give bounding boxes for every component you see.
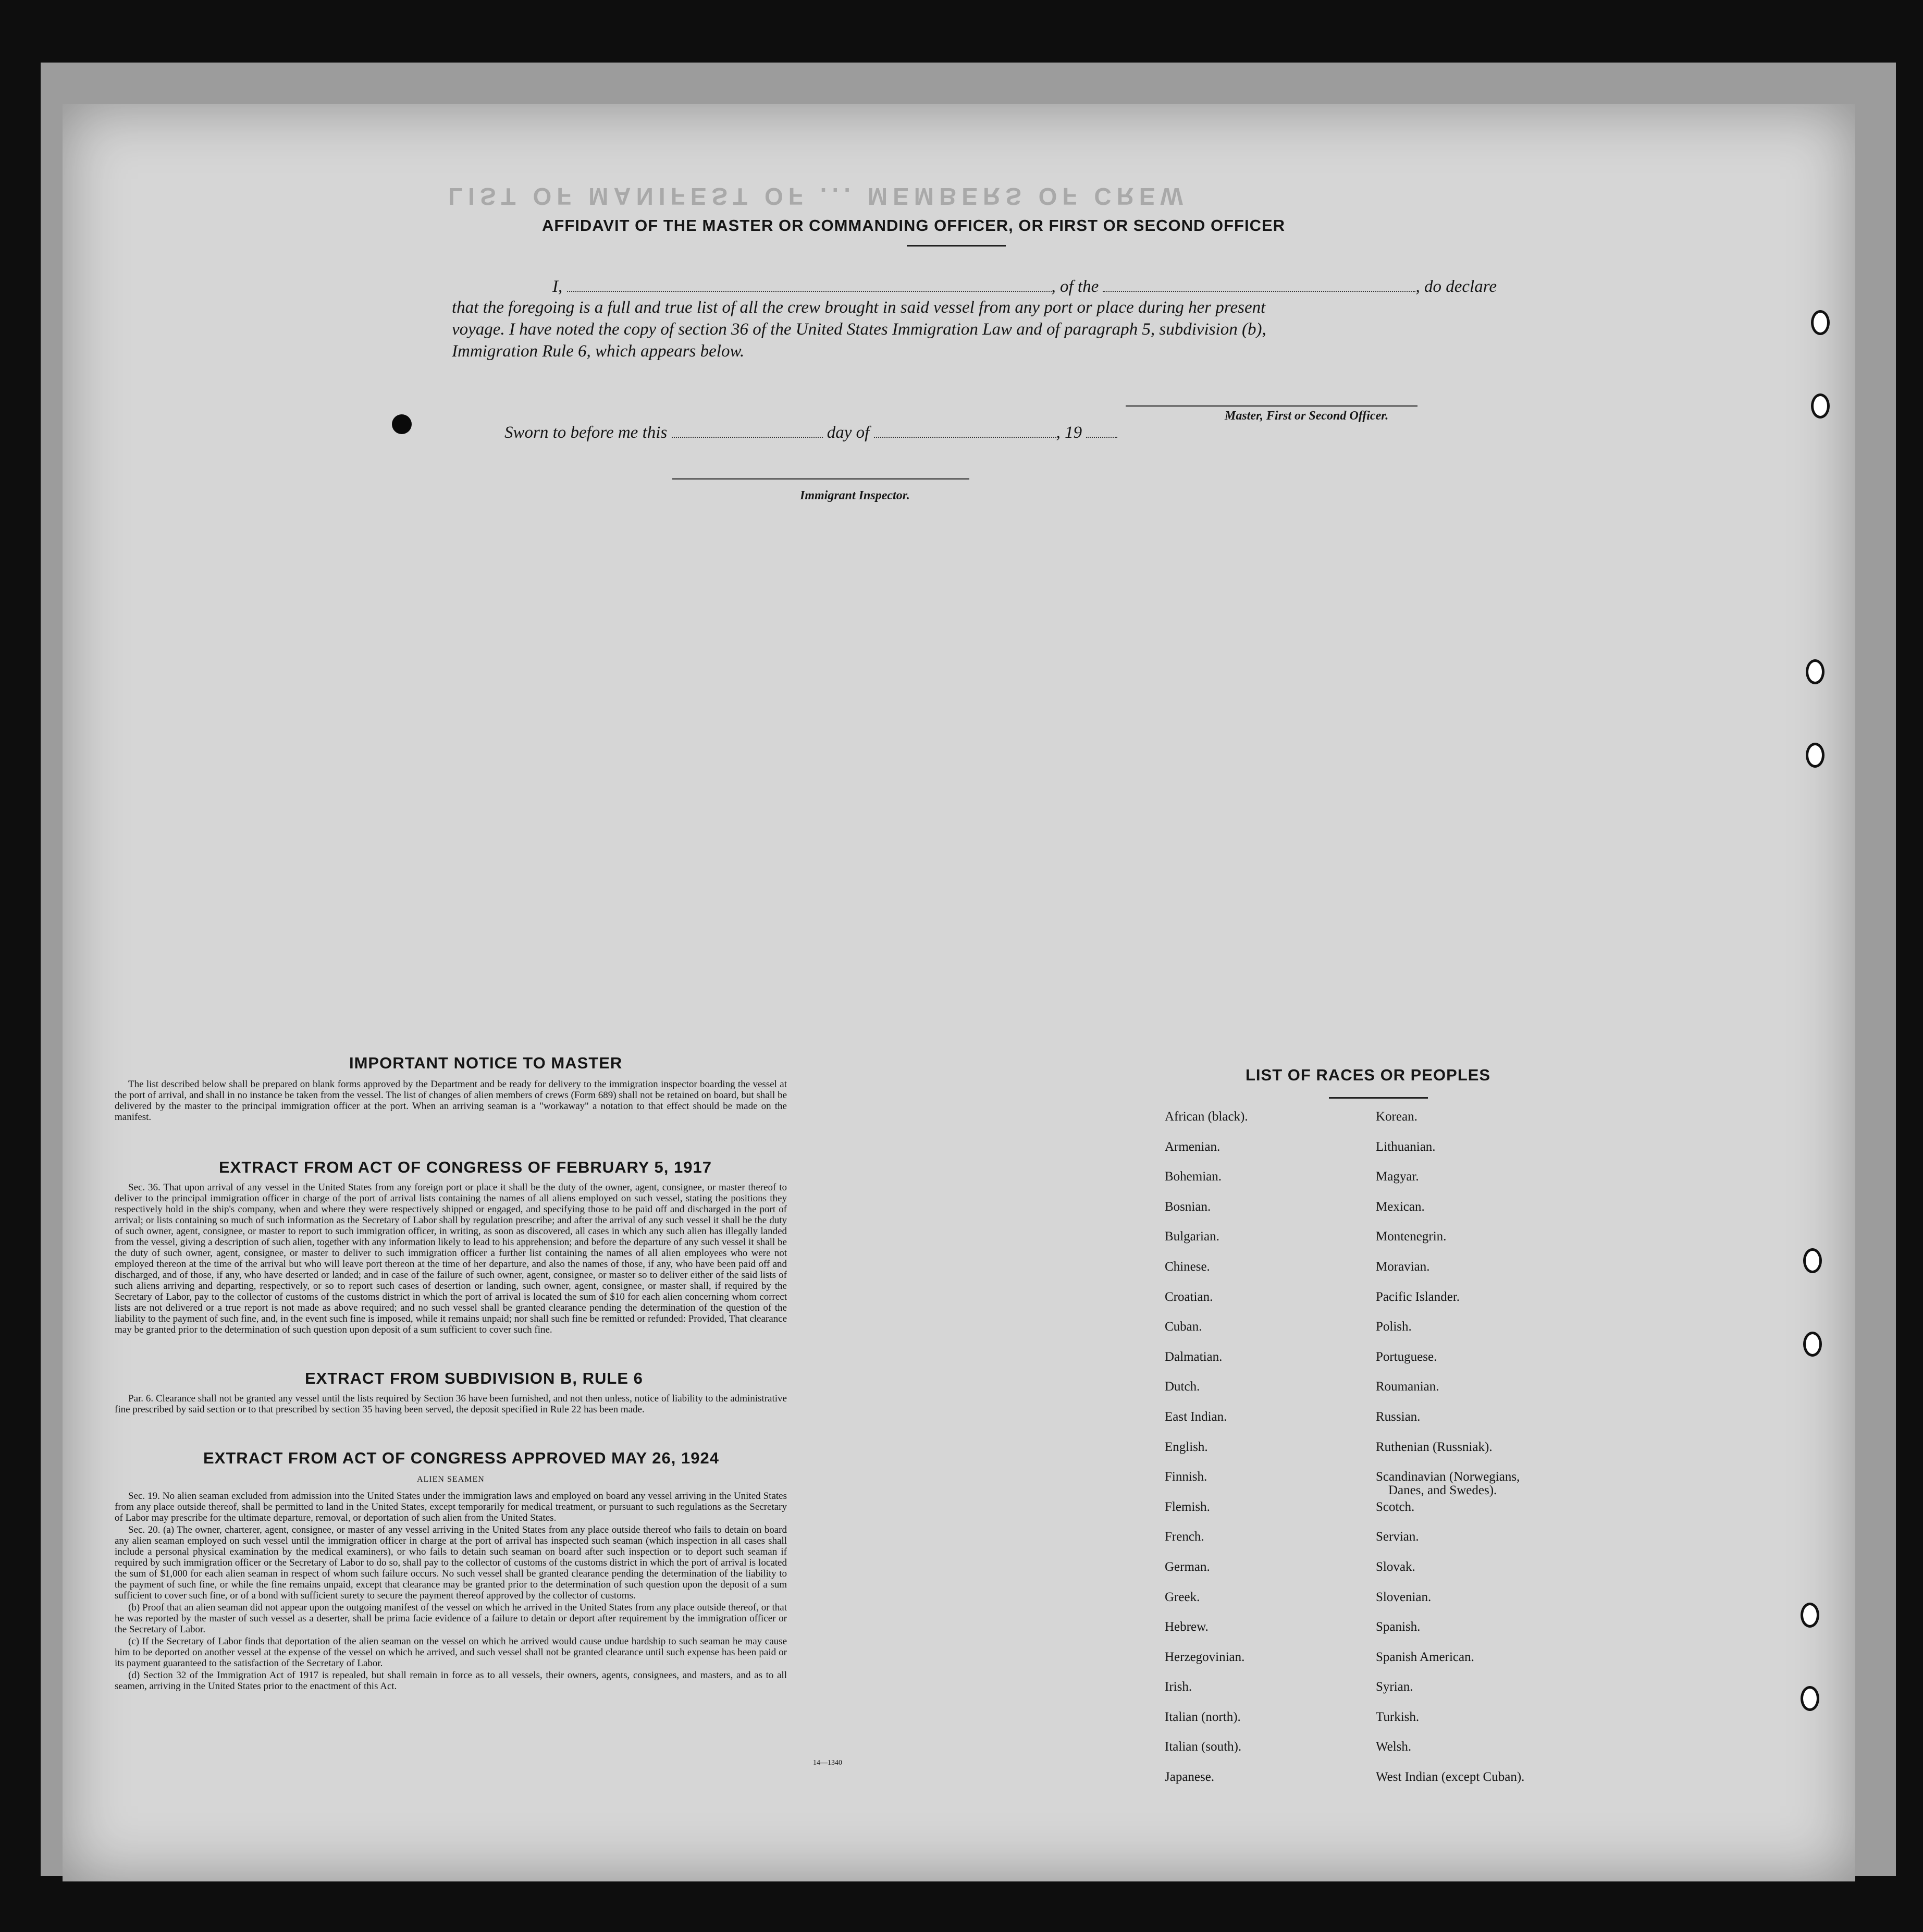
extract-1924-title: EXTRACT FROM ACT OF CONGRESS APPROVED MAY 26, 1924 — [203, 1449, 719, 1467]
sec-20c-paragraph: (c) If the Secretary of Labor finds that deportation of the alien seaman on the vessel on which he arrived would cause undue hardship to such seaman he may cause him to be deported on another vessel at the expense of the vessel on which he arrived, and such vessel shall not be granted clearance until such expense has been paid or its payment guaranteed to the satisfaction of the Secretary of Labor. — [115, 1636, 787, 1669]
affidavit-line-3: voyage. I have noted the copy of section 36 of the United States Immigration Law and of paragraph 5, subdivision (b), — [452, 320, 1266, 339]
race-item: Pacific Islander. — [1376, 1289, 1460, 1304]
race-item: Flemish. — [1165, 1499, 1210, 1514]
race-item: Dutch. — [1165, 1380, 1200, 1394]
master-label: Master, First or Second Officer. — [1225, 409, 1389, 423]
extract-rule6-body — [115, 1393, 787, 1416]
race-item: Lithuanian. — [1376, 1139, 1436, 1154]
inspector-label: Immigrant Inspector. — [800, 489, 910, 502]
binder-hole-icon — [1801, 1603, 1819, 1628]
race-item: Japanese. — [1165, 1770, 1215, 1785]
sworn-prefix: Sworn to before me this — [504, 423, 668, 442]
race-item: West Indian (except Cuban). — [1376, 1770, 1525, 1785]
sworn-day-blank[interactable] — [672, 422, 823, 438]
extract-rule6-title: EXTRACT FROM SUBDIVISION B, RULE 6 — [305, 1369, 643, 1387]
notice-body — [115, 1079, 787, 1124]
binder-hole-icon — [1803, 1248, 1822, 1273]
sworn-line — [504, 422, 1117, 442]
notice-title: IMPORTANT NOTICE TO MASTER — [349, 1054, 623, 1072]
ink-blot-icon — [392, 414, 412, 434]
master-signature-line[interactable] — [1126, 405, 1417, 407]
sworn-month-blank[interactable] — [874, 422, 1056, 438]
extract-rule6-paragraph: Par. 6. Clearance shall not be granted any vessel until the lists required by Section 36 have been furnished, and not then unless, notice of liability to the administrative fine prescribed by said section or to that prescribed by section 35 having been served, the deposit specified in Rule 22 has been made. — [115, 1393, 787, 1415]
vessel-blank[interactable] — [1103, 276, 1415, 292]
race-item: Slovenian. — [1376, 1590, 1432, 1604]
race-item: Chinese. — [1165, 1259, 1210, 1274]
race-item: Servian. — [1376, 1530, 1419, 1544]
binder-hole-icon — [1803, 1332, 1822, 1357]
race-item: Dalmatian. — [1165, 1349, 1223, 1364]
race-item: Herzegovinian. — [1165, 1650, 1245, 1664]
binder-hole-icon — [1811, 310, 1830, 335]
extract-1924-body — [115, 1491, 787, 1693]
affidavit-line-2: that the foregoing is a full and true list of all the crew brought in said vessel from any port or place during her present — [452, 298, 1266, 317]
race-item: Welsh. — [1376, 1740, 1412, 1754]
name-blank[interactable] — [567, 276, 1052, 292]
race-item: Italian (north). — [1165, 1709, 1241, 1724]
bleed-through-heading: LIST OF MANIFEST OF ... MEMBERS OF CREW — [448, 183, 1188, 210]
race-item: Armenian. — [1165, 1139, 1221, 1154]
alien-seamen-subtitle: ALIEN SEAMEN — [417, 1475, 485, 1484]
race-item: Magyar. — [1376, 1170, 1419, 1184]
race-item: Polish. — [1376, 1320, 1412, 1334]
race-item: Turkish. — [1376, 1709, 1420, 1724]
affidavit-line-4: Immigration Rule 6, which appears below. — [452, 342, 745, 361]
race-item: Moravian. — [1376, 1259, 1430, 1274]
races-right-column — [1376, 1110, 1524, 1801]
race-item: East Indian. — [1165, 1409, 1227, 1424]
sec-20b-paragraph: (b) Proof that an alien seaman did not appear upon the outgoing manifest of the vessel on which he arrived in the United States from any place outside thereof, or that he was reported by the master of such vessel as a deserter, shall be prima facie evidence of a failure to detain or deport after requirement by the immigration officer or the Secretary of Labor. — [115, 1602, 787, 1635]
inspector-signature-line[interactable] — [672, 478, 969, 479]
race-item: English. — [1165, 1439, 1208, 1454]
races-left-column — [1165, 1110, 1248, 1801]
sworn-year-blank[interactable] — [1086, 422, 1117, 438]
binder-hole-icon — [1806, 659, 1825, 684]
race-item: Italian (south). — [1165, 1740, 1242, 1754]
race-item: Scotch. — [1376, 1499, 1415, 1514]
extract-1917-body — [115, 1182, 787, 1336]
race-item: Spanish American. — [1376, 1650, 1474, 1664]
affidavit-of-the: , of the — [1051, 277, 1099, 296]
races-title: LIST OF RACES OR PEOPLES — [1246, 1066, 1491, 1084]
race-item: Irish. — [1165, 1680, 1192, 1694]
affidavit-title: AFFIDAVIT OF THE MASTER OR COMMANDING OFFICER, OR FIRST OR SECOND OFFICER — [542, 216, 1286, 235]
race-item: Cuban. — [1165, 1320, 1202, 1334]
race-item: Portuguese. — [1376, 1349, 1437, 1364]
notice-paragraph: The list described below shall be prepared on blank forms approved by the Department and be ready for delivery to the immigration inspector boarding the vessel at the port of arrival, and shall in no instance be taken from the vessel. The list of changes of alien members of crews (Form 689) shall not be retained on board, but shall be delivered by the master to the principal immigration officer at the port. When an arriving seaman is a "workaway" a notation to that effect should be made on the manifest. — [115, 1079, 787, 1123]
form-number: 14—1340 — [813, 1759, 842, 1767]
race-item: Mexican. — [1376, 1199, 1425, 1214]
race-item: Syrian. — [1376, 1680, 1413, 1694]
race-item: Danes, and Swedes). — [1388, 1483, 1497, 1498]
sec-19-paragraph: Sec. 19. No alien seaman excluded from admission into the United States under the immigration laws and employed on board any vessel arriving in the United States from any place outside thereof, shall be permitted to land in the United States, except temporarily for medical treatment, or pursuant to such regulations as the Secretary of Labor may prescribe for the ultimate departure, removal, or deportation of such alien from the United States. — [115, 1491, 787, 1523]
binder-hole-icon — [1811, 393, 1830, 419]
affidavit-declare: , do declare — [1415, 277, 1497, 296]
race-item: Ruthenian (Russniak). — [1376, 1439, 1493, 1454]
races-title-rule — [1329, 1097, 1428, 1099]
race-item: German. — [1165, 1559, 1210, 1574]
race-item: Spanish. — [1376, 1620, 1421, 1634]
race-item: Bohemian. — [1165, 1170, 1222, 1184]
race-item: Roumanian. — [1376, 1380, 1439, 1394]
race-item: Hebrew. — [1165, 1620, 1209, 1634]
race-item: Greek. — [1165, 1590, 1200, 1604]
race-item: Russian. — [1376, 1409, 1421, 1424]
sec-20a-paragraph: Sec. 20. (a) The owner, charterer, agent, consignee, or master of any vessel arriving in the United States from any place outside thereof who fails to detain on board any alien seaman employed on such vessel until the immigration officer in charge at the port of arrival has inspected such seaman (which inspection in all cases shall include a personal physical examination by the medical examiners), or who fails to detain such seaman on board after such inspection or to deport such seaman if required by such immigration officer or the Secretary of Labor to do so, shall pay to the collector of customs of the customs district in which the port of arrival is located the sum of $1,000 for each alien seaman in respect of whom such failure occurs. No such vessel shall be granted clearance pending the determination of the liability to the payment of such fine, or while the fine remains unpaid, except that clearance may be granted prior to the determination of such question upon the deposit of a sum sufficient to cover such fine, or of a bond with sufficient surety to secure the payment thereof approved by the collector of customs. — [115, 1524, 787, 1601]
race-item: Scandinavian (Norwegians, — [1376, 1470, 1520, 1484]
binder-hole-icon — [1806, 743, 1825, 768]
race-item: Korean. — [1376, 1110, 1417, 1124]
race-item: Montenegrin. — [1376, 1229, 1447, 1244]
sworn-day-of: day of — [827, 423, 870, 442]
race-item-scandinavian — [1376, 1470, 1524, 1500]
race-item: Bosnian. — [1165, 1199, 1211, 1214]
race-item: African (black). — [1165, 1110, 1248, 1124]
extract-1917-title: EXTRACT FROM ACT OF CONGRESS OF FEBRUARY 5, 1917 — [219, 1158, 712, 1176]
title-rule — [907, 245, 1006, 247]
sec-20d-paragraph: (d) Section 32 of the Immigration Act of 1917 is repealed, but shall remain in force as to all vessels, their owners, agents, consignees, and masters, and as to all seamen, arriving in the United States prior to the enactment of this Act. — [115, 1670, 787, 1692]
affidavit-line-1 — [552, 276, 1497, 297]
race-item: Finnish. — [1165, 1470, 1207, 1484]
race-item: Croatian. — [1165, 1289, 1213, 1304]
race-item: Bulgarian. — [1165, 1229, 1219, 1244]
race-item: Slovak. — [1376, 1559, 1415, 1574]
binder-hole-icon — [1801, 1686, 1819, 1711]
manifest-page — [63, 104, 1855, 1881]
race-item: French. — [1165, 1530, 1204, 1544]
sworn-year: , 19 — [1056, 423, 1082, 442]
extract-1917-paragraph: Sec. 36. That upon arrival of any vessel in the United States from any foreign port or place it shall be the duty of the owner, agent, consignee, or master thereof to deliver to the principal immigration officer in charge of the port of arrival lists containing the names of all aliens employed on such vessel, stating the positions they respectively hold in the ship's company, when and where they were respectively shipped or engaged, and specifying those to be paid off and discharged in the port of arrival; or lists containing so much of such information as the Secretary of Labor shall by regulation prescribe; and after the arrival of any such vessel it shall be the duty of such owner, agent, consignee, or master to report to such immigration officer, in writing, as soon as discovered, all cases in which any such alien has illegally landed from the vessel, giving a description of such alien, together with any information likely to lead to his apprehension; and before the departure of any such vessel it shall be the duty of such owner, agent, consignee, or master to deliver to such immigration officer a further list containing the names of all alien employees who were not employed thereon at the time of the arrival but who will leave port thereon at the time of her departure, and also the names of those, if any, who have been paid off and discharged, and of those, if any, who have deserted or landed; and in case of the failure of such owner, agent, consignee, or master so to deliver either of the said lists of such aliens arriving and departing, respectively, or so to report such cases of desertion or landing, such owner, agent, consignee, or master shall, if required by the Secretary of Labor, pay to the collector of customs of the customs district in which the port of arrival is located the sum of $10 for each alien concerning whom correct lists are not delivered or a true report is not made as above required; and no such vessel shall be granted clearance pending the determination of the question of the liability to the payment of such fine, and, in the event such fine is imposed, while it remains unpaid; nor shall such fine be remitted or refunded: Provided, That clearance may be granted prior to the determination of such question upon deposit of a sum sufficient to cover such fine. — [115, 1182, 787, 1335]
affidavit-i: I, — [552, 277, 563, 296]
